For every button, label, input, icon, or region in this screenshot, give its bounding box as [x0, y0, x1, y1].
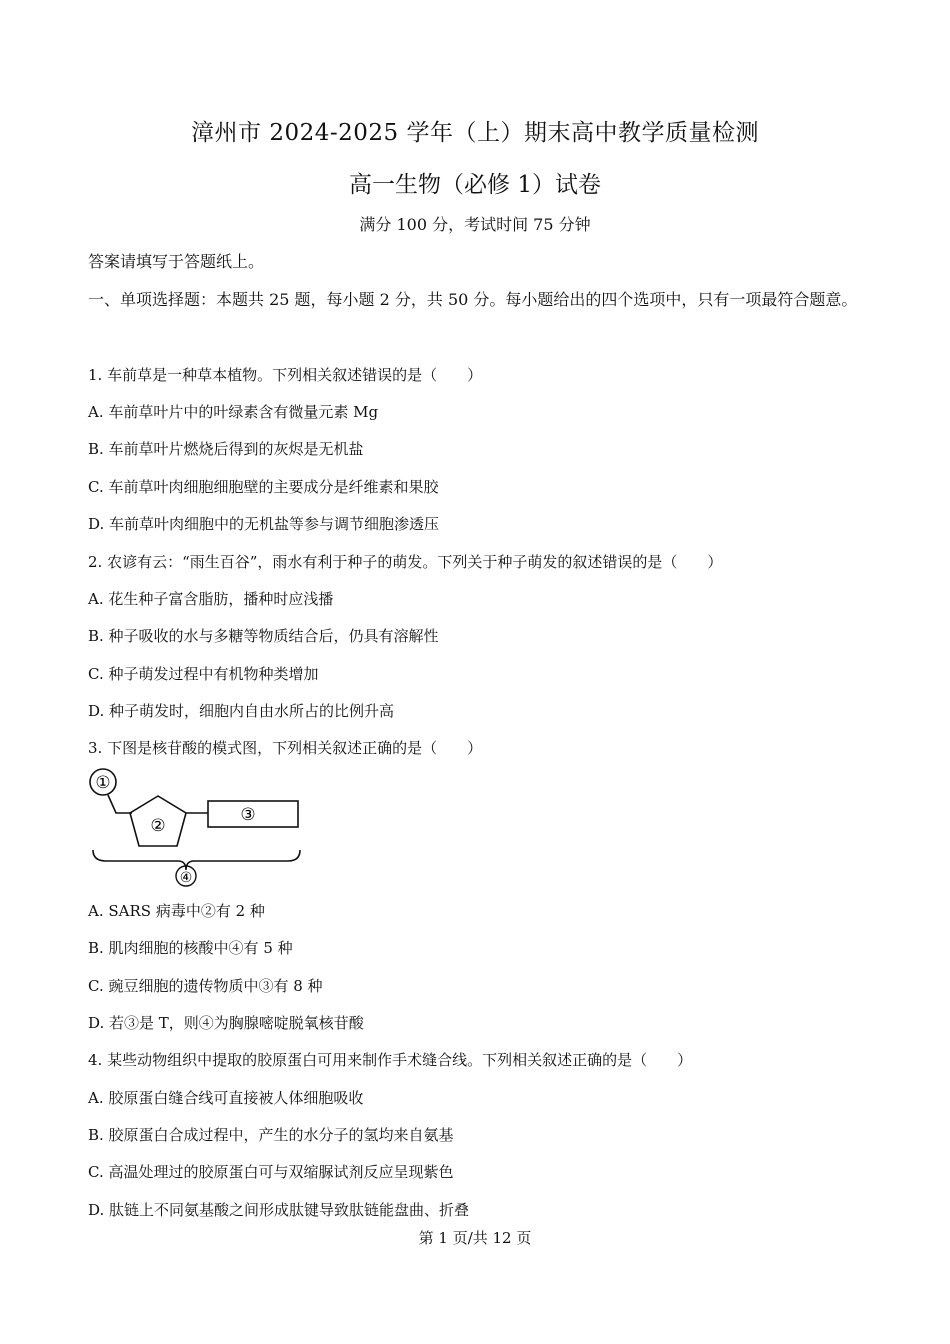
section-heading: 一、单项选择题：本题共 25 题，每小题 2 分，共 50 分。每小题给出的四个选项中，只有一项最符合题意。: [88, 290, 858, 309]
answer-note: 答案请填写于答题纸上。: [88, 252, 265, 271]
question-2-option-d: D. 种子萌发时，细胞内自由水所占的比例升高: [88, 702, 395, 720]
question-1-stem: 1. 车前草是一种草本植物。下列相关叙述错误的是（ ）: [88, 366, 483, 384]
question-3-option-b: B. 肌肉细胞的核酸中④有 5 种: [88, 939, 293, 957]
question-4-option-b: B. 胶原蛋白合成过程中，产生的水分子的氢均来自氨基: [88, 1126, 454, 1144]
score-time: 满分 100 分，考试时间 75 分钟: [359, 215, 591, 234]
exam-title: 漳州市 2024-2025 学年（上）期末高中教学质量检测: [191, 120, 759, 146]
question-3-option-a: A. SARS 病毒中②有 2 种: [88, 902, 265, 920]
question-1-option-c: C. 车前草叶肉细胞细胞壁的主要成分是纤维素和果胶: [88, 478, 439, 496]
question-3-stem: 3. 下图是核苷酸的模式图，下列相关叙述正确的是（ ）: [88, 739, 483, 757]
question-2-stem: 2. 农谚有云：“雨生百谷”，雨水有利于种子的萌发。下列关于种子萌发的叙述错误的是（ ）: [88, 553, 723, 571]
question-3-option-d: D. 若③是 T，则④为胸腺嘧啶脱氧核苷酸: [88, 1014, 364, 1032]
question-4-stem: 4. 某些动物组织中提取的胶原蛋白可用来制作手术缝合线。下列相关叙述正确的是（ ）: [88, 1051, 693, 1069]
question-4-option-c: C. 高温处理过的胶原蛋白可与双缩脲试剂反应呈现紫色: [88, 1163, 454, 1181]
question-1-option-a: A. 车前草叶片中的叶绿素含有微量元素 Mg: [88, 403, 379, 421]
question-4-option-a: A. 胶原蛋白缝合线可直接被人体细胞吸收: [88, 1089, 364, 1107]
bracket: [93, 850, 300, 870]
phosphate-bond-line: [108, 795, 132, 813]
question-2-option-a: A. 花生种子富含脂肪，播种时应浅播: [88, 590, 334, 608]
question-2-option-c: C. 种子萌发过程中有机物种类增加: [88, 665, 319, 683]
label-1: ①: [95, 773, 111, 793]
label-2: ②: [150, 816, 166, 836]
page-footer: 第 1 页/共 12 页: [418, 1229, 532, 1247]
exam-subtitle: 高一生物（必修 1）试卷: [349, 172, 601, 198]
question-1-option-b: B. 车前草叶片燃烧后得到的灰烬是无机盐: [88, 440, 364, 458]
question-3-option-c: C. 豌豆细胞的遗传物质中③有 8 种: [88, 977, 323, 995]
question-2-option-b: B. 种子吸收的水与多糖等物质结合后，仍具有溶解性: [88, 627, 439, 645]
label-3: ③: [240, 805, 256, 825]
question-1-option-d: D. 车前草叶肉细胞中的无机盐等参与调节细胞渗透压: [88, 515, 440, 533]
nucleotide-diagram: [86, 766, 316, 890]
label-4: ④: [179, 870, 193, 886]
question-4-option-d: D. 肽链上不同氨基酸之间形成肽键导致肽链能盘曲、折叠: [88, 1201, 470, 1219]
